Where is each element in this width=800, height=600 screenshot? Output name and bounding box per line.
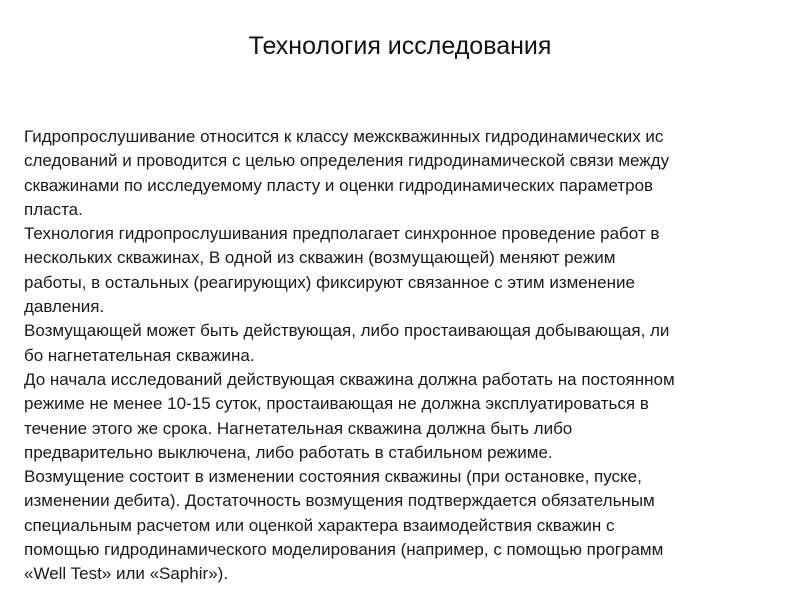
text-line: давления.	[24, 297, 105, 317]
text-line: специальным расчетом или оценкой характера взаимодействия скважин с	[24, 515, 615, 535]
text-line: помощью гидродинамического моделирования (например, с помощью программ	[24, 540, 664, 560]
text-line: пласта.	[24, 199, 83, 219]
text-line: работы, в остальных (реагирующих) фиксируют связанное с этим изменение	[24, 272, 635, 292]
text-line: Возмущающей может быть действующая, либо простаивающая добывающая, ли	[24, 321, 670, 341]
text-line: следований и проводится с целью определения гидродинамической связи между	[24, 151, 670, 171]
text-line: Возмущение состоит в изменении состояния скважины (при остановке, пуске,	[24, 467, 642, 487]
slide-title: Технология исследования	[248, 32, 552, 60]
text-line: предварительно выключена, либо работать в стабильном режиме.	[24, 442, 553, 462]
text-line: бо нагнетательная скважина.	[24, 345, 255, 365]
text-line: течение этого же срока. Нагнетательная скважина должна быть либо	[24, 418, 573, 438]
text-line: «Well Test» или «Saphir»).	[24, 564, 229, 584]
text-line: режиме не менее 10-15 суток, простаивающая не должна эксплуатироваться в	[24, 394, 649, 414]
text-line: изменении дебита). Достаточность возмущения подтверждается обязательным	[24, 491, 655, 511]
text-line: скважинами по исследуемому пласту и оценки гидродинамических параметров	[24, 175, 654, 195]
text-line: нескольких скважинах, В одной из скважин (возмущающей) меняют режим	[24, 248, 616, 268]
text-line: До начала исследований действующая скважина должна работать на постоянном	[24, 369, 675, 389]
text-line: Технология гидропрослушивания предполагает синхронное проведение работ в	[24, 224, 660, 244]
text-line: Гидропрослушивание относится к классу межскважинных гидродинамических ис	[24, 127, 664, 146]
slide-body-text	[24, 125, 784, 587]
